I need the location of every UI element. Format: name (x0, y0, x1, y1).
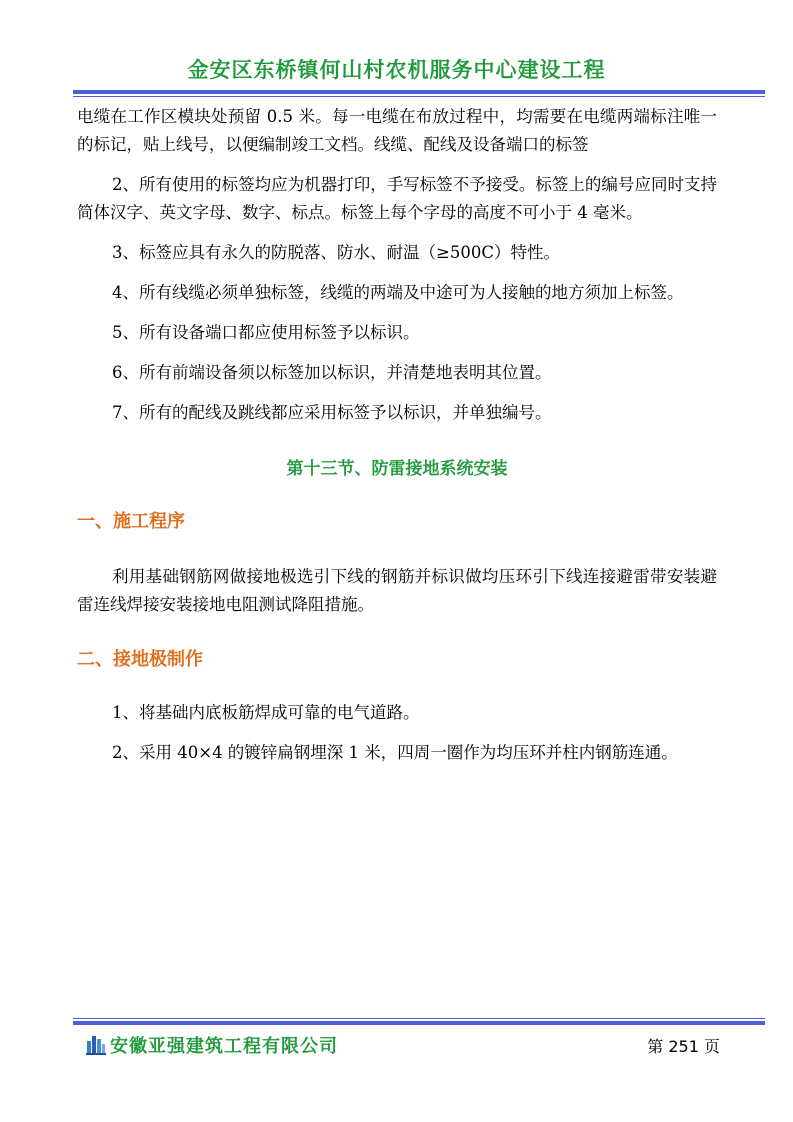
document-header-title: 金安区东桥镇何山村农机服务中心建设工程 (187, 58, 606, 82)
subsection-title-procedure: 一、施工程序 (77, 511, 185, 532)
footer-page-number: 第 251 页 (647, 1037, 720, 1056)
footer-company-name: 安徽亚强建筑工程有限公司 (110, 1036, 338, 1057)
building-logo-icon (86, 1033, 106, 1055)
paragraph-cable-reserve: 电缆在工作区模块处预留 0.5 米。每一电缆在布放过程中，均需要在电缆两端标注唯一的标记，贴上线号，以便编制竣工文档。线缆、配线及设备端口的标签 (77, 107, 717, 154)
header-rule-thin (73, 96, 765, 97)
paragraph-procedure: 利用基础钢筋网做接地极选引下线的钢筋并标识做均压环引下线连接避雷带安装避雷连线焊接安装接地电阻测试降阻措施。 (77, 567, 717, 614)
paragraph-label-7: 7、所有的配线及跳线都应采用标签予以标识，并单独编号。 (112, 403, 552, 422)
subsection-title-grounding: 二、接地极制作 (77, 649, 203, 670)
footer-rule-thin (73, 1018, 765, 1019)
section-title: 第十三节、防雷接地系统安装 (286, 459, 508, 479)
paragraph-grounding-2: 2、采用 40×4 的镀锌扁钢埋深 1 米，四周一圈作为均压环并柱内钢筋连通。 (112, 743, 678, 762)
paragraph-label-5: 5、所有设备端口都应使用标签予以标识。 (112, 323, 420, 342)
paragraph-label-4: 4、所有线缆必须单独标签，线缆的两端及中途可为人接触的地方须加上标签。 (112, 283, 684, 302)
document-footer (80, 1030, 720, 1058)
paragraph-label-2: 2、所有使用的标签均应为机器打印，手写标签不予接受。标签上的编号应同时支持简体汉字、英文字母、数字、标点。标签上每个字母的高度不可小于 4 毫米。 (77, 175, 717, 222)
header-rule-thick (73, 90, 765, 94)
document-body (77, 103, 717, 767)
paragraph-label-3: 3、标签应具有永久的防脱落、防水、耐温（≥500C）特性。 (112, 243, 560, 262)
footer-rule-thick (73, 1021, 765, 1025)
paragraph-grounding-1: 1、将基础内底板筋焊成可靠的电气道路。 (112, 703, 420, 722)
paragraph-label-6: 6、所有前端设备须以标签加以标识，并清楚地表明其位置。 (112, 363, 552, 382)
